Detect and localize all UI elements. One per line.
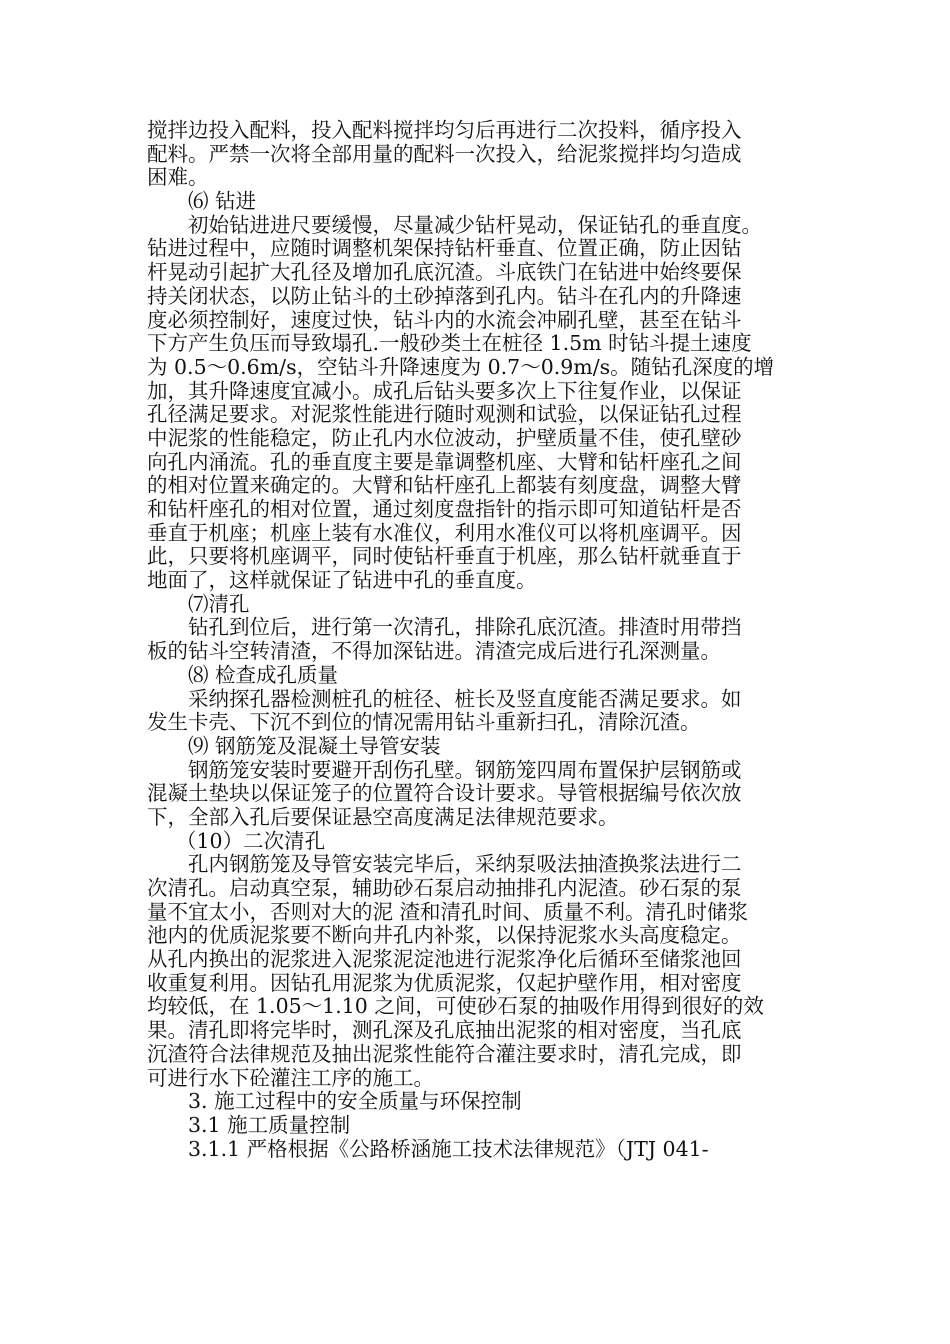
text-line: 向孔内涌流。孔的垂直度主要是靠调整机座、大臂和钻杆座孔之间 (147, 449, 742, 474)
text-line: 垂直于机座；机座上装有水准仪，利用水准仪可以将机座调平。因 (147, 520, 742, 545)
text-line: 钢筋笼安装时要避开刮伤孔壁。钢筋笼四周布置保护层钢筋或 (188, 757, 742, 782)
text-line: 的相对位置来确定的。大臂和钻杆座孔上都装有刻度盘，调整大臂 (147, 473, 742, 498)
text-line: 此，只要将机座调平，同时使钻杆垂直于机座，那么钻杆就垂直于 (147, 544, 742, 569)
text-line: 钻进过程中，应随时调整机架保持钻杆垂直、位置正确，防止因钻 (147, 236, 742, 261)
text-line: 沉渣符合法律规范及抽出泥浆性能符合灌注要求时，清孔完成，即 (147, 1041, 742, 1066)
text-line: 混凝土垫块以保证笼子的位置符合设计要求。导管根据编号依次放 (147, 781, 742, 806)
text-line: 池内的优质泥浆要不断向井孔内补浆，以保持泥浆水头高度稳定。 (147, 923, 742, 948)
text-line: 收重复利用。因钻孔用泥浆为优质泥浆，仅起护壁作用，相对密度 (147, 970, 742, 995)
text-line: 和钻杆座孔的相对位置，通过刻度盘指针的指示即可知道钻杆是否 (147, 497, 742, 521)
text-line: 量不宜太小，否则对大的泥 渣和清孔时间、质量不利。清孔时储浆 (147, 899, 749, 924)
text-line: 从孔内换出的泥浆进入泥浆泥淀池进行泥浆净化后循环至储浆池回 (147, 947, 742, 972)
text-line: 持关闭状态，以防止钻斗的土砂掉落到孔内。钻斗在孔内的升降速 (147, 283, 742, 308)
text-line: 中泥浆的性能稳定，防止孔内水位波动，护壁质量不佳，使孔壁砂 (147, 425, 742, 450)
text-line: 钻孔到位后，进行第一次清孔，排除孔底沉渣。排渣时用带挡 (188, 615, 742, 640)
text-line: 下，全部入孔后要保证悬空高度满足法律规范要求。 (147, 804, 619, 829)
text-line: 板的钻斗空转清渣，不得加深钻进。清渣完成后进行孔深测量。 (147, 639, 721, 664)
text-line: 孔内钢筋笼及导管安装完毕后，采纳泵吸法抽渣换浆法进行二 (188, 852, 742, 877)
text-line: 可进行水下砼灌注工序的施工。 (147, 1065, 434, 1090)
text-line: 初始钻进进尺要缓慢，尽量减少钻杆晃动，保证钻孔的垂直度。 (188, 212, 762, 237)
text-line: 均较低，在 1.05～1.10 之间，可使砂石泵的抽吸作用得到很好的效 (147, 994, 764, 1019)
text-line: 下方产生负压而导致塌孔.一般砂类土在桩径 1.5m 时钻斗提土速度 (147, 331, 752, 356)
text-line: ⑺清孔 (188, 591, 250, 616)
text-line: 为 0.5～0.6m/s，空钻斗升降速度为 0.7～0.9m/s。随钻孔深度的增 (147, 354, 775, 379)
text-line: 杆晃动引起扩大孔径及增加孔底沉渣。斗底铁门在钻进中始终要保 (147, 260, 742, 285)
text-line: 次清孔。启动真空泵，辅助砂石泵启动抽排孔内泥渣。砂石泵的泵 (147, 876, 742, 900)
text-line: ⑻ 检查成孔质量 (188, 662, 339, 687)
text-line: 孔径满足要求。对泥浆性能进行随时观测和试验，以保证钻孔过程 (147, 402, 742, 427)
text-line: 采纳探孔器检测桩孔的桩径、桩长及竖直度能否满足要求。如 (188, 686, 742, 711)
text-line: （10）二次清孔 (176, 828, 326, 853)
text-line: 3.1.1 严格根据《公路桥涵施工技术法律规范》（JTJ 041- (188, 1136, 709, 1161)
text-line: 发生卡壳、下沉不到位的情况需用钻斗重新扫孔，清除沉渣。 (147, 710, 701, 735)
text-line: 加，其升降速度宜减小。成孔后钻头要多次上下往复作业，以保证 (147, 378, 742, 403)
document-body (147, 119, 807, 1161)
text-line: 搅拌边投入配料，投入配料搅拌均匀后再进行二次投料，循序投入 (147, 118, 742, 142)
text-line: ⑹ 钻进 (188, 189, 257, 214)
text-line: 地面了，这样就保证了钻进中孔的垂直度。 (147, 568, 537, 593)
text-line: 果。清孔即将完毕时，测孔深及孔底抽出泥浆的相对密度，当孔底 (147, 1018, 742, 1043)
text-line: 3. 施工过程中的安全质量与环保控制 (188, 1089, 522, 1114)
text-line: 配料。严禁一次将全部用量的配料一次投入，给泥浆搅拌均匀造成 (147, 141, 742, 166)
text-line: 3.1 施工质量控制 (188, 1112, 351, 1137)
text-line: ⑼ 钢筋笼及混凝土导管安装 (188, 733, 441, 758)
text-line: 度必须控制好，速度过快，钻斗内的水流会冲刷孔壁，甚至在钻斗 (147, 307, 742, 332)
text-line: 困难。 (147, 165, 209, 190)
